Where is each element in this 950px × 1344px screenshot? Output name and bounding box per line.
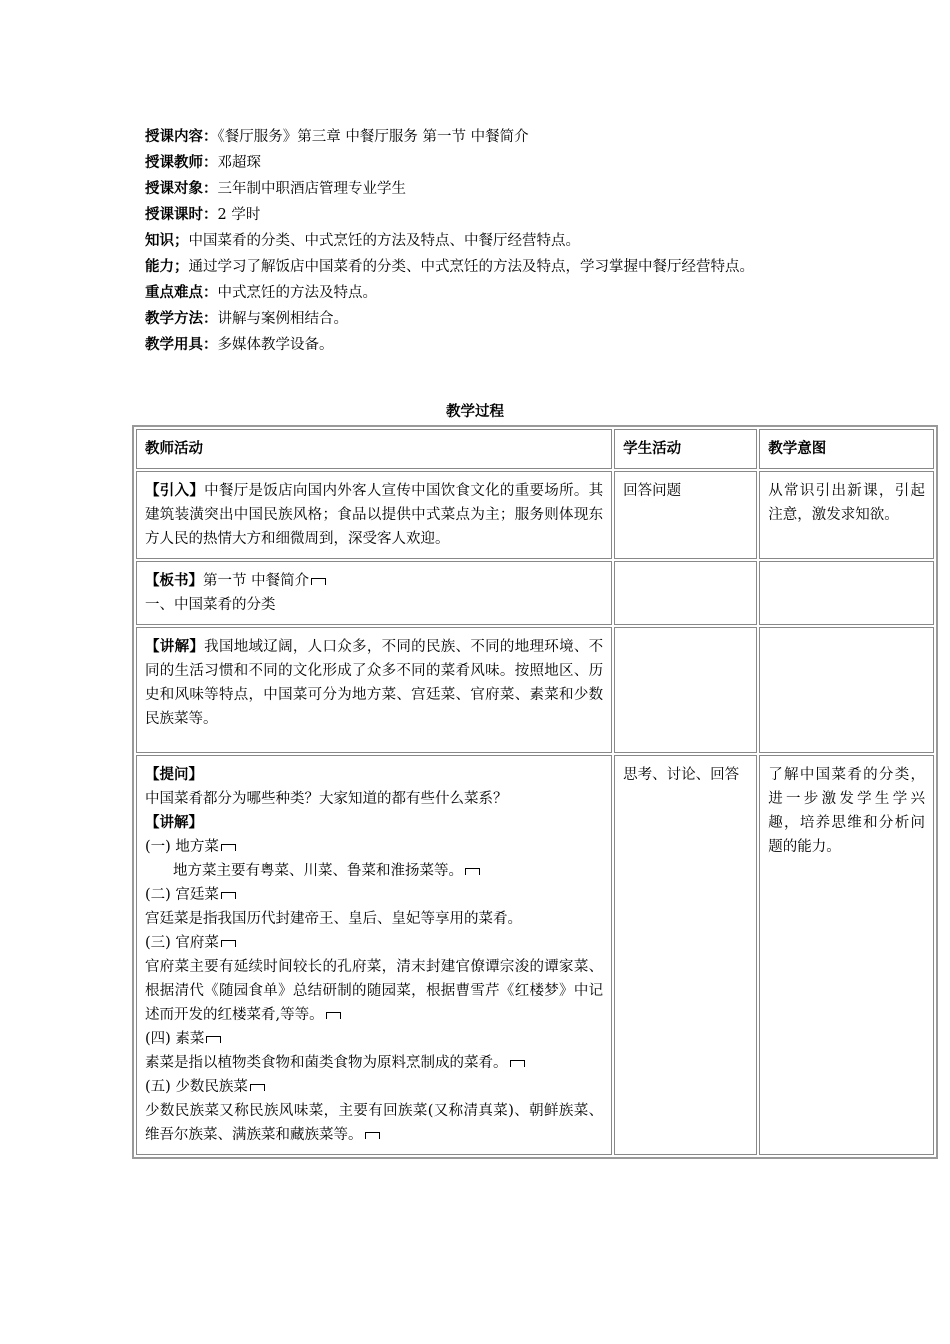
table-row	[136, 627, 934, 753]
info-knowledge: 知识；中国菜肴的分类、中式烹饪的方法及特点、中餐厅经营特点。	[145, 232, 580, 249]
student-cell-explain	[614, 627, 757, 753]
info-ability: 能力；通过学习了解饭店中国菜肴的分类、中式烹饪的方法及特点，学习掌握中餐厅经营特点。	[145, 258, 754, 275]
paragraph-mark-icon	[326, 1012, 341, 1019]
teacher-cell-explain: 【讲解】我国地域辽阔，人口众多，不同的民族、不同的地理环境、不同的生活习惯和不同的文化形成了众多不同的菜肴风味。按照地区、历史和风味等特点，中国菜可分为地方菜、宫廷菜、官府菜、素菜和少数民族菜等。	[136, 627, 612, 753]
paragraph-mark-icon	[221, 844, 236, 851]
paragraph-mark-icon	[206, 1036, 221, 1043]
info-hours: 授课课时：2 学时	[145, 206, 261, 223]
header-teaching-intent: 教学意图	[759, 429, 934, 469]
info-key-points: 重点难点：中式烹饪的方法及特点。	[145, 284, 377, 301]
table-row	[136, 471, 934, 559]
student-cell-classification: 思考、讨论、回答	[614, 755, 757, 1155]
teacher-cell-classification: 【提问】 中国菜肴都分为哪些种类？大家知道的都有些什么菜系？ 【讲解】 (一) 地方菜 地方菜主要有粤菜、川菜、鲁菜和淮扬菜等。 (二) 宫廷菜 宫廷菜是指我国历代封建帝王、皇后、皇妃等享用的菜肴。 (三) 官府菜 官府菜主要有延续时间较长的孔府菜，清末封建官僚谭宗浚的谭家菜、根据清代《随园食单》总结研制的随园菜，根据曹雪芹《红楼梦》中记述而开发的红楼菜肴,等等。 (四) 素菜 素菜是指以植物类食物和菌类食物为原料烹制成的菜肴。 (五) 少数民族菜 少数民族菜又称民族风味菜，主要有回族菜(又称清真菜)、朝鲜族菜、维吾尔族菜、满族菜和藏族菜等。	[136, 755, 612, 1155]
teacher-cell-intro: 【引入】中餐厅是饭店向国内外客人宣传中国饮食文化的重要场所。其建筑装潢突出中国民族风格；食品以提供中式菜点为主；服务则体现东方人民的热情大方和细微周到，深受客人欢迎。	[136, 471, 612, 559]
intent-cell-intro: 从常识引出新课，引起注意，激发求知欲。	[759, 471, 934, 559]
paragraph-mark-icon	[465, 868, 480, 875]
intent-cell-board	[759, 561, 934, 625]
lesson-info	[145, 124, 825, 358]
header-student-activity: 学生活动	[614, 429, 757, 469]
teaching-process-table	[132, 425, 938, 1159]
paragraph-mark-icon	[221, 892, 236, 899]
info-teacher: 授课教师：邓超琛	[145, 154, 261, 171]
info-method: 教学方法：讲解与案例相结合。	[145, 310, 348, 327]
student-cell-intro: 回答问题	[614, 471, 757, 559]
table-caption: 教学过程	[446, 403, 504, 420]
paragraph-mark-icon	[365, 1132, 380, 1139]
paragraph-mark-icon	[250, 1084, 265, 1091]
intent-cell-explain	[759, 627, 934, 753]
table-header-row	[136, 429, 934, 469]
info-tools: 教学用具：多媒体教学设备。	[145, 336, 334, 353]
paragraph-mark-icon	[221, 940, 236, 947]
teacher-cell-board: 【板书】第一节 中餐简介 一、中国菜肴的分类	[136, 561, 612, 625]
paragraph-mark-icon	[510, 1060, 525, 1067]
intent-cell-classification: 了解中国菜肴的分类，进一步激发学生学兴趣，培养思维和分析问题的能力。	[759, 755, 934, 1155]
table-row	[136, 561, 934, 625]
paragraph-mark-icon	[311, 578, 326, 585]
info-audience: 授课对象：三年制中职酒店管理专业学生	[145, 180, 406, 197]
student-cell-board	[614, 561, 757, 625]
table-row	[136, 755, 934, 1155]
header-teacher-activity: 教师活动	[136, 429, 612, 469]
info-content: 授课内容：《餐厅服务》第三章 中餐厅服务 第一节 中餐简介	[145, 128, 529, 145]
